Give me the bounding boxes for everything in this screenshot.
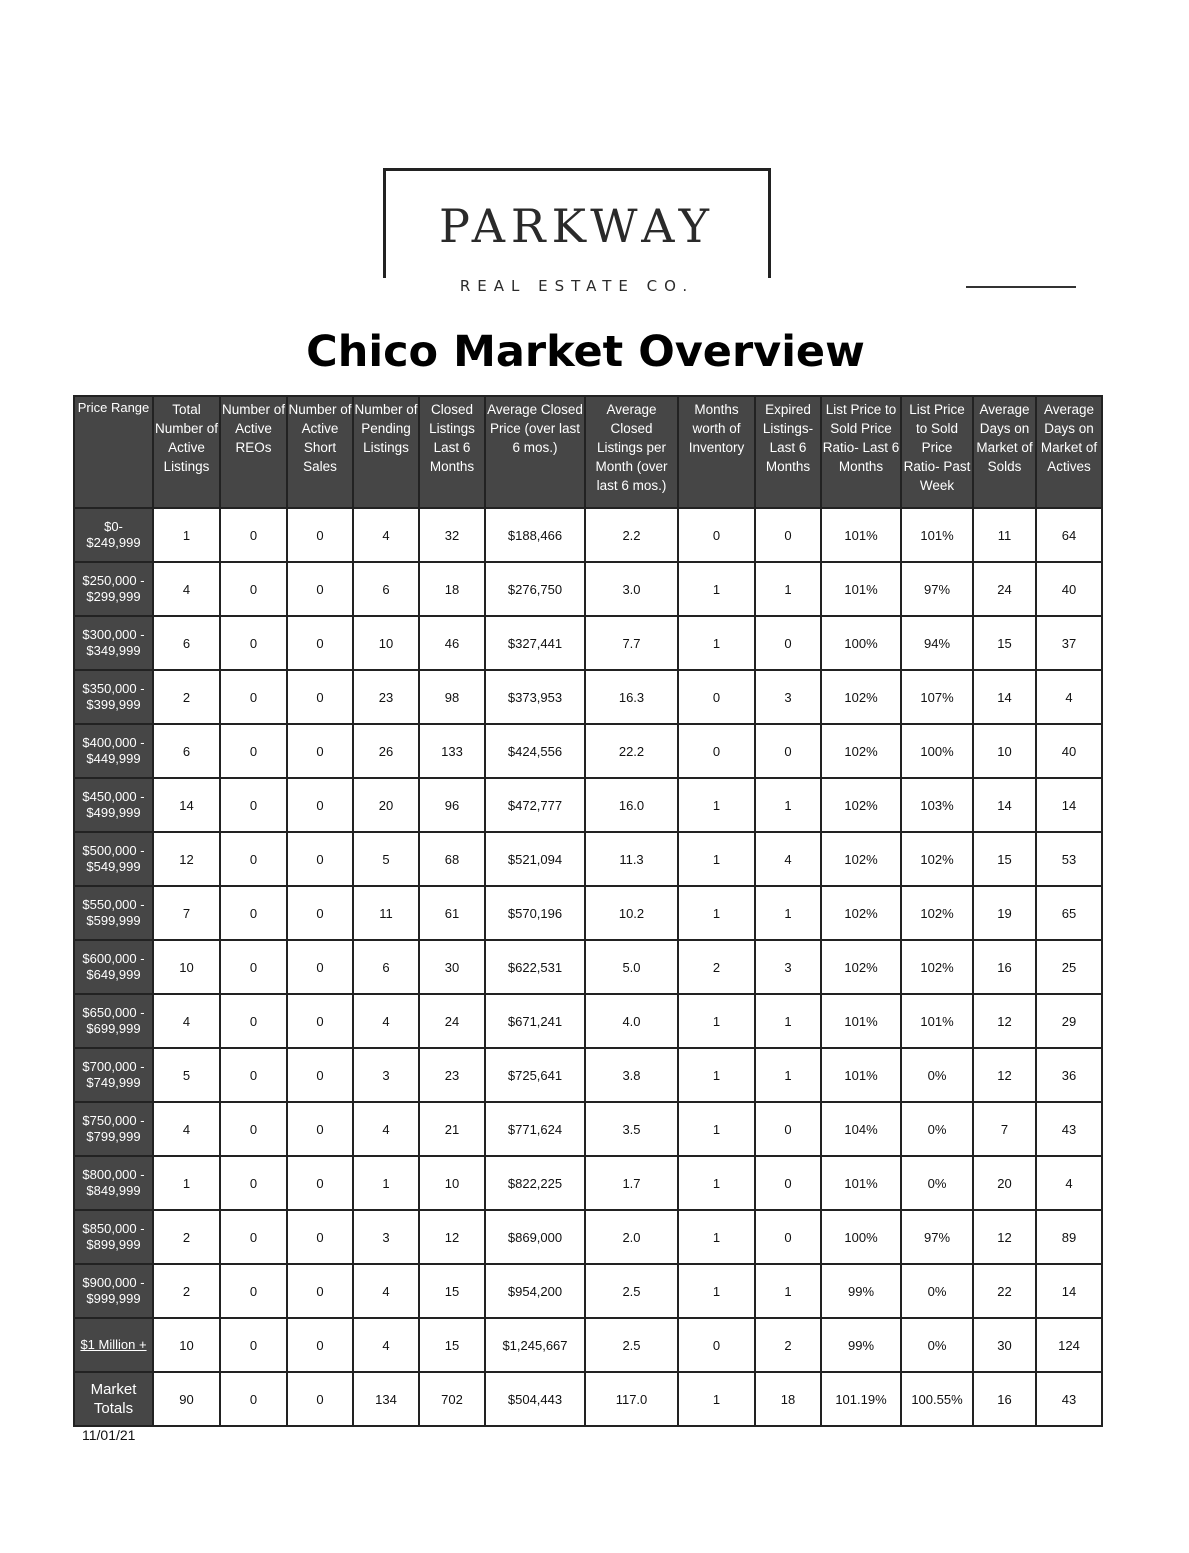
column-header: Average Days on Market of Actives [1036,396,1102,508]
totals-cell: 134 [353,1372,419,1426]
table-cell: 0% [901,1102,973,1156]
table-cell: 94% [901,616,973,670]
table-cell: 0 [287,1264,353,1318]
table-cell: 4 [353,1102,419,1156]
table-cell: 1 [678,1102,755,1156]
totals-cell: 0 [220,1372,287,1426]
table-cell: 101% [821,508,901,562]
table-cell: $869,000 [485,1210,585,1264]
market-totals-row [74,1372,1102,1426]
totals-cell: 702 [419,1372,485,1426]
table-cell: 2 [153,1210,220,1264]
table-cell: 5 [353,832,419,886]
table-cell: 3 [353,1210,419,1264]
logo-name: PARKWAY [438,199,716,253]
table-cell: 0% [901,1156,973,1210]
table-cell: 0 [678,1318,755,1372]
table-cell: 1 [755,994,821,1048]
table-cell: 0 [220,616,287,670]
column-header: List Price to Sold Price Ratio- Last 6 Months [821,396,901,508]
table-cell: 102% [821,778,901,832]
table-cell: 16.3 [585,670,678,724]
table-cell: 68 [419,832,485,886]
table-cell: 4 [1036,1156,1102,1210]
table-cell: 1 [755,1048,821,1102]
table-cell: 4 [153,562,220,616]
table-cell: 4 [353,508,419,562]
table-row [74,994,1102,1048]
table-cell: 1 [755,778,821,832]
table-row [74,1318,1102,1372]
price-range-link[interactable]: $1 Million + [80,1337,147,1352]
price-range-cell: $900,000 - $999,999 [74,1264,153,1318]
table-cell: 4 [153,994,220,1048]
table-cell: 4 [755,832,821,886]
table-cell: 6 [153,724,220,778]
table-cell: 3.0 [585,562,678,616]
table-row [74,508,1102,562]
table-cell: 102% [901,940,973,994]
table-cell: 0 [755,1210,821,1264]
table-row [74,832,1102,886]
table-cell: 0 [220,508,287,562]
table-cell: 0 [287,1318,353,1372]
table-cell: 3 [353,1048,419,1102]
totals-cell: $504,443 [485,1372,585,1426]
table-cell: 0 [220,1102,287,1156]
price-range-cell: $450,000 - $499,999 [74,778,153,832]
table-cell: 4 [353,994,419,1048]
table-cell: $771,624 [485,1102,585,1156]
table-cell: 29 [1036,994,1102,1048]
price-range-cell: $300,000 - $349,999 [74,616,153,670]
table-cell: 23 [353,670,419,724]
table-cell: 1 [755,562,821,616]
table-cell: 1 [678,562,755,616]
table-cell: 0 [287,1102,353,1156]
table-cell: 97% [901,562,973,616]
table-cell: 0 [287,670,353,724]
table-cell: 3.8 [585,1048,678,1102]
table-cell: 40 [1036,562,1102,616]
table-cell: 6 [153,616,220,670]
table-cell: 3 [755,670,821,724]
table-cell: 102% [901,832,973,886]
table-cell: 23 [419,1048,485,1102]
table-cell: 102% [821,940,901,994]
table-cell: 22 [973,1264,1036,1318]
table-cell: 0% [901,1318,973,1372]
table-cell: 2 [153,1264,220,1318]
table-cell: 4 [353,1264,419,1318]
table-cell: 0 [220,1264,287,1318]
table-cell: 15 [973,616,1036,670]
table-cell: 15 [419,1264,485,1318]
table-cell: 7 [153,886,220,940]
table-cell: $327,441 [485,616,585,670]
table-cell: 43 [1036,1102,1102,1156]
table-cell: 4.0 [585,994,678,1048]
table-cell: $276,750 [485,562,585,616]
price-range-cell: $250,000 - $299,999 [74,562,153,616]
table-cell: 7.7 [585,616,678,670]
table-cell: $188,466 [485,508,585,562]
table-cell: 16 [973,940,1036,994]
table-cell: 0 [287,562,353,616]
price-range-cell: $800,000 - $849,999 [74,1156,153,1210]
table-cell: 0 [287,832,353,886]
table-row [74,778,1102,832]
table-cell: 0 [220,1156,287,1210]
table-cell: 5 [153,1048,220,1102]
table-cell: $424,556 [485,724,585,778]
table-cell: 12 [973,994,1036,1048]
column-header: Total Number of Active Listings [153,396,220,508]
price-range-cell: $600,000 - $649,999 [74,940,153,994]
table-cell: 0 [287,886,353,940]
price-range-cell[interactable] [74,1318,153,1372]
table-cell: 0 [220,1318,287,1372]
table-cell: 10.2 [585,886,678,940]
table-cell: 22.2 [585,724,678,778]
price-range-cell: $400,000 - $449,999 [74,724,153,778]
table-cell: 0 [220,1048,287,1102]
table-cell: 89 [1036,1210,1102,1264]
table-cell: 20 [353,778,419,832]
table-cell: 12 [419,1210,485,1264]
table-cell: $570,196 [485,886,585,940]
totals-cell: 18 [755,1372,821,1426]
table-cell: 99% [821,1318,901,1372]
table-cell: 1 [755,886,821,940]
table-cell: 11 [973,508,1036,562]
table-cell: 10 [973,724,1036,778]
table-cell: 15 [419,1318,485,1372]
table-cell: 53 [1036,832,1102,886]
table-row [74,670,1102,724]
table-cell: 0% [901,1048,973,1102]
table-cell: 0 [220,832,287,886]
column-header: Number of Active Short Sales [287,396,353,508]
table-cell: 0 [755,508,821,562]
table-cell: 1 [678,832,755,886]
table-cell: 4 [353,1318,419,1372]
column-header: Months worth of Inventory [678,396,755,508]
table-cell: 20 [973,1156,1036,1210]
table-cell: 0 [755,616,821,670]
table-cell: 12 [153,832,220,886]
table-cell: 1 [153,508,220,562]
table-cell: 1 [678,886,755,940]
market-totals-label: Market Totals [74,1372,153,1426]
table-cell: 1 [678,778,755,832]
table-body [74,508,1102,1426]
price-range-cell: $350,000 - $399,999 [74,670,153,724]
parkway-logo [383,168,771,288]
price-range-cell: $500,000 - $549,999 [74,832,153,886]
column-header: Expired Listings- Last 6 Months [755,396,821,508]
table-cell: 102% [821,886,901,940]
table-row [74,724,1102,778]
table-cell: 101% [821,562,901,616]
table-cell: 14 [973,778,1036,832]
table-cell: 10 [153,1318,220,1372]
table-cell: 46 [419,616,485,670]
page-title: Chico Market Overview [306,327,865,377]
totals-cell: 43 [1036,1372,1102,1426]
table-cell: 124 [1036,1318,1102,1372]
logo-rule-right [966,286,1076,288]
table-cell: 102% [821,670,901,724]
table-cell: 1 [678,1048,755,1102]
table-cell: $373,953 [485,670,585,724]
table-cell: 1 [678,1156,755,1210]
table-cell: 101% [821,994,901,1048]
column-header: Number of Active REOs [220,396,287,508]
table-cell: 10 [153,940,220,994]
table-cell: 100% [821,1210,901,1264]
table-cell: 19 [973,886,1036,940]
table-cell: 0 [678,508,755,562]
table-cell: 2.5 [585,1318,678,1372]
table-cell: 10 [419,1156,485,1210]
price-range-cell: $700,000 - $749,999 [74,1048,153,1102]
price-range-cell: $750,000 - $799,999 [74,1102,153,1156]
table-cell: 0 [287,616,353,670]
table-cell: 1 [678,616,755,670]
table-cell: 100% [821,616,901,670]
table-cell: 0 [755,1102,821,1156]
table-cell: 102% [901,886,973,940]
column-header: Average Closed Price (over last 6 mos.) [485,396,585,508]
totals-cell: 1 [678,1372,755,1426]
table-cell: $521,094 [485,832,585,886]
table-cell: 0 [220,940,287,994]
table-cell: 2 [755,1318,821,1372]
table-row [74,616,1102,670]
column-header: Number of Pending Listings [353,396,419,508]
table-cell: 4 [1036,670,1102,724]
table-cell: 0 [220,994,287,1048]
table-cell: 0 [220,670,287,724]
table-cell: 0 [287,1048,353,1102]
table-row [74,562,1102,616]
table-cell: 2.2 [585,508,678,562]
table-cell: 1 [153,1156,220,1210]
table-cell: 2 [678,940,755,994]
totals-cell: 101.19% [821,1372,901,1426]
table-cell: 30 [973,1318,1036,1372]
table-cell: 1 [678,994,755,1048]
table-cell: 1 [678,1264,755,1318]
table-cell: 1 [678,1210,755,1264]
table-cell: 101% [821,1048,901,1102]
column-header: Average Closed Listings per Month (over last 6 mos.) [585,396,678,508]
table-cell: 14 [1036,778,1102,832]
table-cell: 0 [287,1210,353,1264]
logo-tagline: REAL ESTATE CO. [459,277,695,295]
table-cell: $1,245,667 [485,1318,585,1372]
table-cell: 11 [353,886,419,940]
table-cell: 1 [755,1264,821,1318]
table-cell: 37 [1036,616,1102,670]
table-cell: 1 [353,1156,419,1210]
table-cell: 133 [419,724,485,778]
table-cell: 0% [901,1264,973,1318]
table-cell: 61 [419,886,485,940]
table-cell: 16.0 [585,778,678,832]
totals-cell: 117.0 [585,1372,678,1426]
table-cell: 98 [419,670,485,724]
table-cell: 10 [353,616,419,670]
table-cell: 0 [287,940,353,994]
table-cell: 0 [220,724,287,778]
table-cell: 0 [287,1156,353,1210]
table-cell: 107% [901,670,973,724]
table-cell: 65 [1036,886,1102,940]
table-cell: 2.0 [585,1210,678,1264]
totals-cell: 90 [153,1372,220,1426]
table-cell: 102% [821,724,901,778]
table-row [74,1156,1102,1210]
table-cell: $954,200 [485,1264,585,1318]
table-cell: 0 [287,778,353,832]
table-cell: 2 [153,670,220,724]
column-header: Closed Listings Last 6 Months [419,396,485,508]
table-cell: $725,641 [485,1048,585,1102]
price-range-cell: $850,000 - $899,999 [74,1210,153,1264]
table-cell: 25 [1036,940,1102,994]
table-cell: 24 [973,562,1036,616]
table-cell: $671,241 [485,994,585,1048]
table-cell: 18 [419,562,485,616]
market-overview-table [73,395,1103,1427]
header-row [74,396,1102,508]
table-cell: 101% [901,994,973,1048]
table-cell: 64 [1036,508,1102,562]
totals-cell: 0 [287,1372,353,1426]
price-range-cell: $650,000 - $699,999 [74,994,153,1048]
table-cell: 0 [220,562,287,616]
table-cell: $472,777 [485,778,585,832]
table-cell: 0 [220,1210,287,1264]
table-cell: 30 [419,940,485,994]
totals-cell: 100.55% [901,1372,973,1426]
table-cell: 12 [973,1210,1036,1264]
price-range-cell: $0- $249,999 [74,508,153,562]
table-cell: 0 [220,778,287,832]
table-cell: 14 [1036,1264,1102,1318]
table-cell: 100% [901,724,973,778]
table-row [74,1048,1102,1102]
table-row [74,1102,1102,1156]
column-header: Average Days on Market of Solds [973,396,1036,508]
table-cell: 32 [419,508,485,562]
table-cell: 40 [1036,724,1102,778]
table-cell: 3 [755,940,821,994]
table-cell: 26 [353,724,419,778]
table-row [74,940,1102,994]
column-header: List Price to Sold Price Ratio- Past Week [901,396,973,508]
table-cell: 102% [821,832,901,886]
table-cell: 101% [821,1156,901,1210]
table-cell: 24 [419,994,485,1048]
table-cell: 97% [901,1210,973,1264]
table-cell: 99% [821,1264,901,1318]
table-cell: 0 [287,724,353,778]
table-cell: 21 [419,1102,485,1156]
table-row [74,1210,1102,1264]
table-cell: 14 [153,778,220,832]
table-cell: 14 [973,670,1036,724]
table-cell: 0 [287,994,353,1048]
table-cell: 36 [1036,1048,1102,1102]
totals-cell: 16 [973,1372,1036,1426]
table-cell: 0 [678,724,755,778]
table-cell: 96 [419,778,485,832]
table-cell: 101% [901,508,973,562]
table-cell: 6 [353,940,419,994]
table-cell: 12 [973,1048,1036,1102]
table-cell: 0 [678,670,755,724]
table-cell: 6 [353,562,419,616]
table-cell: $822,225 [485,1156,585,1210]
column-header: Price Range [74,396,153,508]
table-cell: 1.7 [585,1156,678,1210]
table-cell: 0 [755,1156,821,1210]
table-cell: 5.0 [585,940,678,994]
table-cell: 4 [153,1102,220,1156]
table-cell: 104% [821,1102,901,1156]
table-cell: 15 [973,832,1036,886]
table-cell: 103% [901,778,973,832]
table-cell: 0 [755,724,821,778]
table-cell: 11.3 [585,832,678,886]
table-cell: 2.5 [585,1264,678,1318]
table-cell: 3.5 [585,1102,678,1156]
price-range-cell: $550,000 - $599,999 [74,886,153,940]
report-date: 11/01/21 [82,1427,136,1443]
table-row [74,1264,1102,1318]
table-cell: 0 [287,508,353,562]
table-cell: $622,531 [485,940,585,994]
table-cell: 7 [973,1102,1036,1156]
table-row [74,886,1102,940]
table-cell: 0 [220,886,287,940]
